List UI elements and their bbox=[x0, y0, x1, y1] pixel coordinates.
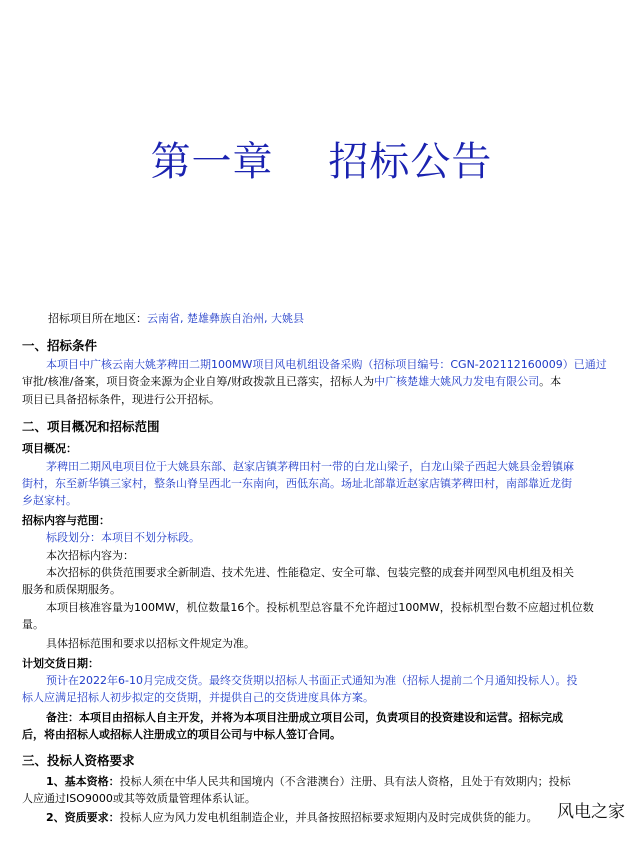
overview-line-2: 街村，东至新华镇三家村，整条山脊呈西北一东南向，西低东高。场址北部靠近赵家店镇茅稗田村，南部靠近龙街 bbox=[22, 477, 572, 490]
location-value: 云南省, 楚雄彝族自治州, 大姚县 bbox=[147, 312, 304, 325]
remark-line-1: 备注：本项目由招标人自主开发，并将为本项目注册成立项目公司，负责项目的投资建设和运营。招标完成 bbox=[46, 711, 563, 724]
chapter-title: 第一章 招标公告 bbox=[150, 139, 493, 185]
overview-line-1: 茅稗田二期风电项目位于大姚县东部、赵家店镇茅稗田村一带的白龙山梁子，白龙山梁子西起大姚县金碧镇麻 bbox=[46, 460, 574, 473]
delivery-line-1: 预计在2022年6-10月完成交货。最终交货期以招标人书面正式通知为准（招标人提前二个月通知投标人）。投 bbox=[46, 674, 578, 687]
delivery-line-2: 标人应满足招标人初步拟定的交货期，并提供自己的交货进度具体方案。 bbox=[22, 691, 374, 704]
remark-line-2: 后，将由招标人或招标人注册成立的项目公司与中标人签订合同。 bbox=[22, 728, 341, 741]
watermark: 风电之家 bbox=[557, 802, 625, 822]
sec1-line-2c: 。本 bbox=[539, 375, 562, 388]
content-line-2: 服务和质保期服务。 bbox=[22, 583, 121, 596]
content-line-4: 量。 bbox=[22, 618, 44, 631]
location-label: 招标项目所在地区： bbox=[48, 312, 147, 325]
section-2-heading: 二、项目概况和招标范围 bbox=[22, 419, 160, 434]
content-line-3: 本项目核准容量为100MW，机位数量16个。投标机型总容量不允许超过100MW，投标机型台数不应超过机位数 bbox=[46, 601, 594, 614]
qual-1-label: 1、基本资格： bbox=[46, 775, 120, 788]
sec1-line-2 bbox=[22, 375, 561, 389]
scope-label: 招标内容与范围： bbox=[22, 514, 110, 527]
tenderer-name: 中广核楚雄大姚风力发电有限公司 bbox=[374, 375, 540, 388]
sec1-line-2a: 审批/核准/备案，项目资金来源为企业自筹/财政拨款且已落实，招标人为 bbox=[22, 375, 375, 388]
section-1-heading: 一、招标条件 bbox=[22, 338, 98, 353]
content-line-5: 具体招标范围和要求以招标文件规定为准。 bbox=[46, 637, 255, 650]
qual-2-line bbox=[46, 811, 538, 825]
qual-2-text: 投标人应为风力发电机组制造企业，并具备按照招标要求短期内及时完成供货的能力。 bbox=[119, 811, 538, 824]
section-3-heading: 三、投标人资格要求 bbox=[22, 753, 135, 768]
qual-2-label: 2、资质要求： bbox=[46, 811, 120, 824]
sec1-line-3: 项目已具备招标条件，现进行公开招标。 bbox=[22, 393, 220, 406]
delivery-label: 计划交货日期： bbox=[22, 657, 99, 670]
location-line bbox=[48, 312, 304, 326]
overview-line-3: 乡赵家村。 bbox=[22, 494, 77, 507]
overview-label: 项目概况： bbox=[22, 442, 77, 455]
qual-1-line-2: 人应通过ISO9000或其等效质量管理体系认证。 bbox=[22, 792, 256, 805]
content-label: 本次招标内容为： bbox=[46, 549, 134, 562]
sec1-line-1: 本项目中广核云南大姚茅稗田二期100MW项目风电机组设备采购（招标项目编号：CGN-202112160009）已通过 bbox=[46, 358, 607, 371]
lot-division: 标段划分：本项目不划分标段。 bbox=[46, 531, 200, 544]
qual-1-text: 投标人须在中华人民共和国境内（不含港澳台）注册、具有法人资格，且处于有效期内；投标 bbox=[119, 775, 571, 788]
content-line-1: 本次招标的供货范围要求全新制造、技术先进、性能稳定、安全可靠、包装完整的成套并网型风电机组及相关 bbox=[46, 566, 574, 579]
qual-1-line-1 bbox=[46, 775, 571, 789]
